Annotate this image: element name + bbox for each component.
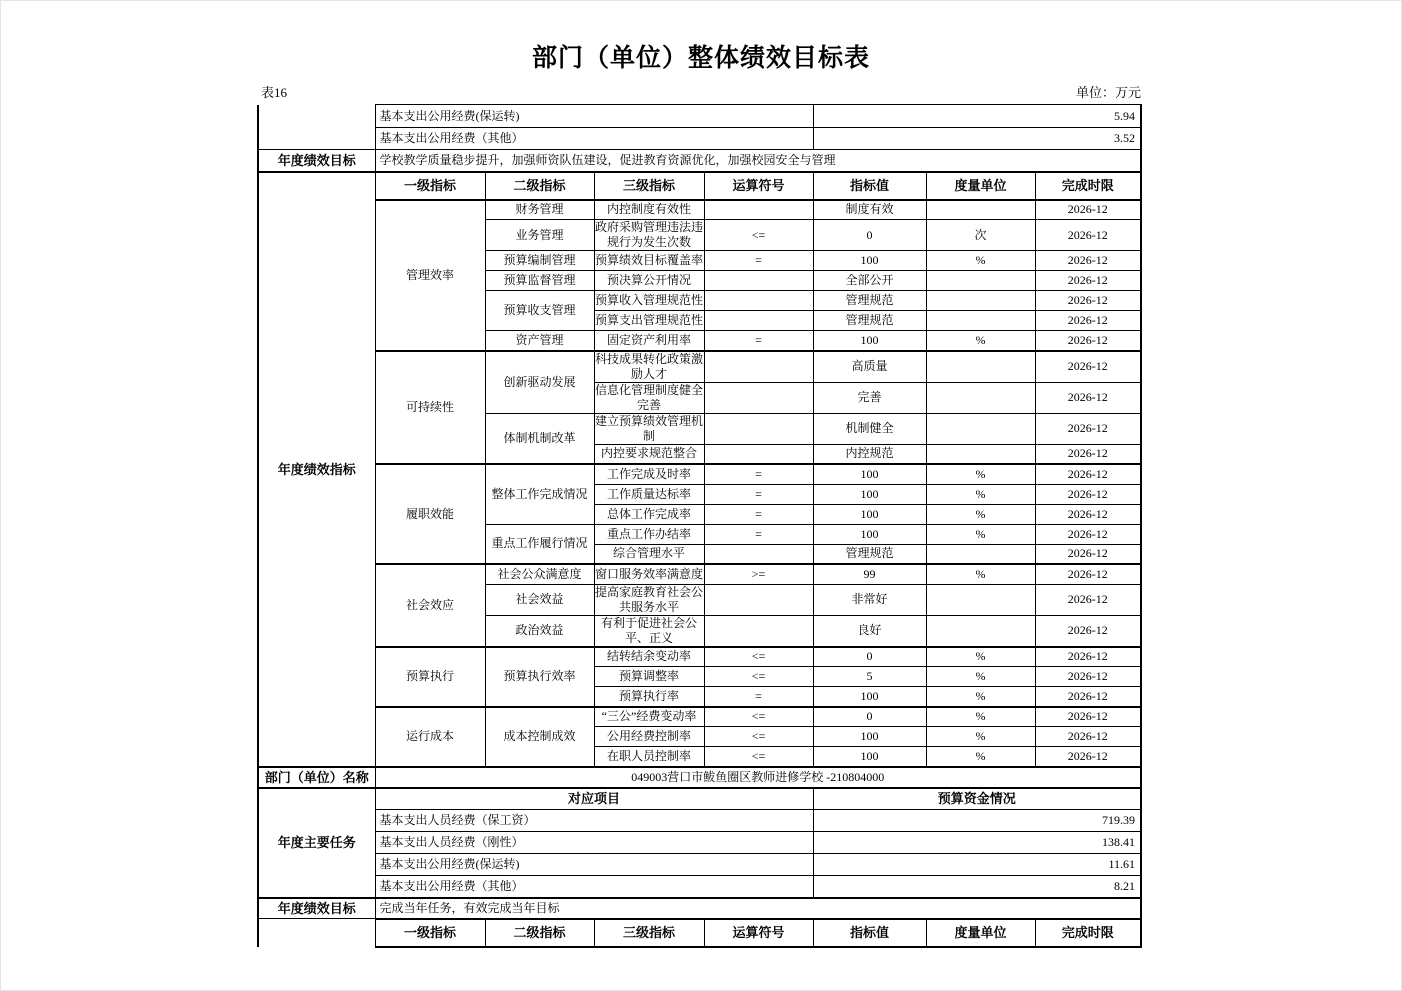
deadline-cell: 2026-12 <box>1035 220 1141 251</box>
level3-indicator-cell: 在职人员控制率 <box>594 747 704 767</box>
table-row <box>258 898 1141 919</box>
column-header: 二级指标 <box>485 172 594 200</box>
task-name-cell: 基本支出公用经费（其他） <box>375 876 813 898</box>
level1-indicator-cell: 可持续性 <box>375 351 485 465</box>
operator-cell: <= <box>704 667 813 687</box>
deadline-cell: 2026-12 <box>1035 200 1141 220</box>
unit-cell: % <box>926 504 1035 524</box>
level3-indicator-cell: “三公”经费变动率 <box>594 707 704 727</box>
table-row <box>258 767 1141 788</box>
table-row <box>258 564 1141 584</box>
deadline-cell: 2026-12 <box>1035 271 1141 291</box>
bottom-side-blank-cell <box>258 919 375 947</box>
indicator-value-cell: 100 <box>813 464 926 484</box>
level2-indicator-cell: 预算编制管理 <box>485 251 594 271</box>
indicator-value-cell: 5 <box>813 667 926 687</box>
column-header: 度量单位 <box>926 919 1035 947</box>
level1-indicator-cell: 社会效应 <box>375 564 485 647</box>
column-header: 指标值 <box>813 172 926 200</box>
operator-cell <box>704 311 813 331</box>
deadline-cell: 2026-12 <box>1035 351 1141 383</box>
column-header: 度量单位 <box>926 172 1035 200</box>
task-value-cell: 8.21 <box>813 876 1141 898</box>
unit-cell <box>926 444 1035 464</box>
annual-target-bottom-label: 年度绩效目标 <box>258 898 375 919</box>
level3-indicator-cell: 有利于促进社会公平、正义 <box>594 615 704 647</box>
level2-indicator-cell: 体制机制改革 <box>485 413 594 464</box>
department-name-value: 049003营口市鲅鱼圈区教师进修学校 -210804000 <box>375 767 1141 788</box>
column-header: 一级指标 <box>375 172 485 200</box>
deadline-cell: 2026-12 <box>1035 687 1141 707</box>
level2-indicator-cell: 成本控制成效 <box>485 707 594 767</box>
table-row <box>258 647 1141 667</box>
unit-cell <box>926 584 1035 615</box>
operator-cell <box>704 382 813 413</box>
level2-indicator-cell: 社会效益 <box>485 584 594 615</box>
level3-indicator-cell: 工作完成及时率 <box>594 464 704 484</box>
unit-cell: % <box>926 251 1035 271</box>
level3-indicator-cell: 政府采购管理违法违规行为发生次数 <box>594 220 703 249</box>
level3-indicator-cell: 内控制度有效性 <box>594 200 704 220</box>
level3-indicator-cell: 预决算公开情况 <box>594 271 704 291</box>
level2-indicator-cell: 预算执行效率 <box>485 647 594 707</box>
unit-cell: % <box>926 464 1035 484</box>
unit-cell <box>926 311 1035 331</box>
deadline-cell: 2026-12 <box>1035 615 1141 647</box>
level3-indicator-cell: 固定资产利用率 <box>594 331 704 351</box>
unit-cell: % <box>926 564 1035 584</box>
operator-cell: = <box>704 504 813 524</box>
column-header: 运算符号 <box>704 172 813 200</box>
table-row <box>258 810 1141 832</box>
indicator-value-cell: 内控规范 <box>813 444 926 464</box>
deadline-cell: 2026-12 <box>1035 544 1141 564</box>
deadline-cell: 2026-12 <box>1035 331 1141 351</box>
unit-cell <box>926 200 1035 220</box>
unit-cell: % <box>926 687 1035 707</box>
deadline-cell: 2026-12 <box>1035 311 1141 331</box>
tasks-column-header-budget: 预算资金情况 <box>813 788 1141 810</box>
operator-cell: = <box>704 687 813 707</box>
level2-indicator-cell: 财务管理 <box>485 200 594 220</box>
tasks-column-header-project: 对应项目 <box>375 788 813 810</box>
level3-indicator-cell: 提高家庭教育社会公共服务水平 <box>594 584 703 614</box>
level3-indicator-cell: 预算支出管理规范性 <box>594 311 704 331</box>
task-name-cell: 基本支出人员经费（刚性） <box>375 832 813 854</box>
annual-tasks-label: 年度主要任务 <box>258 788 375 898</box>
level3-indicator-cell: 窗口服务效率满意度 <box>594 564 704 584</box>
operator-cell <box>704 351 813 383</box>
level3-indicator-cell: 预算调整率 <box>594 667 704 687</box>
indicator-value-cell: 管理规范 <box>813 291 926 311</box>
table-row <box>258 150 1141 172</box>
deadline-cell: 2026-12 <box>1035 667 1141 687</box>
column-header: 二级指标 <box>485 919 594 947</box>
indicator-value-cell: 100 <box>813 251 926 271</box>
annual-target-text: 学校教学质量稳步提升，加强师资队伍建设，促进教育资源优化，加强校园安全与管理 <box>375 150 1141 172</box>
level3-indicator-cell: 综合管理水平 <box>594 544 704 564</box>
unit-note: 单位：万元 <box>1075 85 1141 100</box>
operator-cell: >= <box>704 564 813 584</box>
table-number: 表16 <box>261 85 288 100</box>
task-name-cell: 基本支出公用经费(保运转) <box>375 854 813 876</box>
level2-indicator-cell: 整体工作完成情况 <box>485 464 594 524</box>
task-value-cell: 719.39 <box>813 810 1141 832</box>
indicator-value-cell: 高质量 <box>813 351 926 383</box>
level2-indicator-cell: 社会公众满意度 <box>485 564 594 584</box>
table-row <box>258 464 1141 484</box>
operator-cell <box>704 271 813 291</box>
level3-indicator-cell: 结转结余变动率 <box>594 647 704 667</box>
operator-cell <box>704 413 813 444</box>
performance-target-table <box>257 104 1142 948</box>
column-header: 指标值 <box>813 919 926 947</box>
column-header: 运算符号 <box>704 919 813 947</box>
level2-indicator-cell: 预算收支管理 <box>485 291 594 331</box>
annual-target-label: 年度绩效目标 <box>258 150 375 172</box>
indicator-value-cell: 机制健全 <box>813 413 926 444</box>
table-row <box>258 876 1141 898</box>
level3-indicator-cell: 重点工作办结率 <box>594 524 704 544</box>
operator-cell: <= <box>704 747 813 767</box>
table-row <box>258 707 1141 727</box>
table-row <box>258 788 1141 810</box>
column-header: 完成时限 <box>1035 919 1141 947</box>
indicator-value-cell: 100 <box>813 524 926 544</box>
indicator-section-label: 年度绩效指标 <box>258 172 375 767</box>
indicator-value-cell: 0 <box>813 707 926 727</box>
level3-indicator-cell: 预算绩效目标覆盖率 <box>594 251 704 271</box>
operator-cell: = <box>704 484 813 504</box>
level3-indicator-cell: 科技成果转化政策激励人才 <box>594 351 703 381</box>
deadline-cell: 2026-12 <box>1035 727 1141 747</box>
level1-indicator-cell: 管理效率 <box>375 200 485 351</box>
task-name-cell: 基本支出人员经费（保工资） <box>375 810 813 832</box>
operator-cell <box>704 291 813 311</box>
table-row <box>258 200 1141 220</box>
level3-indicator-cell: 预算收入管理规范性 <box>594 291 704 311</box>
indicator-value-cell: 管理规范 <box>813 544 926 564</box>
carryover-side-blank-cell <box>258 105 375 150</box>
unit-cell <box>926 544 1035 564</box>
indicator-value-cell: 管理规范 <box>813 311 926 331</box>
level3-indicator-cell: 内控要求规范整合 <box>594 444 704 464</box>
indicator-value-cell: 100 <box>813 504 926 524</box>
expense-name-cell: 基本支出公用经费（其他） <box>375 128 813 150</box>
column-header: 一级指标 <box>375 919 485 947</box>
level2-indicator-cell: 政治效益 <box>485 615 594 647</box>
deadline-cell: 2026-12 <box>1035 524 1141 544</box>
unit-cell <box>926 291 1035 311</box>
unit-cell: % <box>926 747 1035 767</box>
column-header: 三级指标 <box>594 919 704 947</box>
indicator-value-cell: 0 <box>813 647 926 667</box>
level2-indicator-cell: 重点工作履行情况 <box>485 524 594 564</box>
deadline-cell: 2026-12 <box>1035 504 1141 524</box>
indicator-value-cell: 0 <box>813 220 926 251</box>
indicator-value-cell: 非常好 <box>813 584 926 615</box>
table-row <box>258 832 1141 854</box>
column-header: 三级指标 <box>594 172 704 200</box>
indicator-value-cell: 100 <box>813 484 926 504</box>
deadline-cell: 2026-12 <box>1035 484 1141 504</box>
level3-indicator-cell: 总体工作完成率 <box>594 504 704 524</box>
expense-value-cell: 3.52 <box>813 128 1141 150</box>
indicator-value-cell: 制度有效 <box>813 200 926 220</box>
indicator-value-cell: 100 <box>813 331 926 351</box>
operator-cell <box>704 615 813 647</box>
unit-cell: % <box>926 484 1035 504</box>
operator-cell: = <box>704 251 813 271</box>
deadline-cell: 2026-12 <box>1035 564 1141 584</box>
deadline-cell: 2026-12 <box>1035 291 1141 311</box>
deadline-cell: 2026-12 <box>1035 584 1141 615</box>
operator-cell: <= <box>704 220 813 251</box>
annual-target-bottom-text: 完成当年任务，有效完成当年目标 <box>375 898 1141 919</box>
expense-name-cell: 基本支出公用经费(保运转) <box>375 105 813 128</box>
table-row <box>258 128 1141 150</box>
operator-cell: = <box>704 464 813 484</box>
level2-indicator-cell: 业务管理 <box>485 220 594 251</box>
unit-cell: % <box>926 727 1035 747</box>
table-body <box>258 105 1141 947</box>
indicator-value-cell: 良好 <box>813 615 926 647</box>
task-value-cell: 138.41 <box>813 832 1141 854</box>
unit-cell <box>926 351 1035 383</box>
unit-cell <box>926 615 1035 647</box>
unit-cell: 次 <box>926 220 1035 251</box>
deadline-cell: 2026-12 <box>1035 647 1141 667</box>
operator-cell: = <box>704 524 813 544</box>
table-row <box>258 919 1141 947</box>
indicator-value-cell: 全部公开 <box>813 271 926 291</box>
operator-cell <box>704 584 813 615</box>
unit-cell: % <box>926 331 1035 351</box>
level1-indicator-cell: 运行成本 <box>375 707 485 767</box>
level3-indicator-cell: 建立预算绩效管理机制 <box>594 413 703 443</box>
table-row <box>258 172 1141 200</box>
column-header: 完成时限 <box>1035 172 1141 200</box>
level2-indicator-cell: 资产管理 <box>485 331 594 351</box>
unit-cell: % <box>926 667 1035 687</box>
operator-cell: <= <box>704 647 813 667</box>
operator-cell: <= <box>704 707 813 727</box>
level1-indicator-cell: 履职效能 <box>375 464 485 564</box>
unit-cell: % <box>926 707 1035 727</box>
table-row <box>258 105 1141 128</box>
operator-cell: = <box>704 331 813 351</box>
deadline-cell: 2026-12 <box>1035 707 1141 727</box>
task-value-cell: 11.61 <box>813 854 1141 876</box>
department-name-label: 部门（单位）名称 <box>258 767 375 788</box>
indicator-value-cell: 100 <box>813 687 926 707</box>
indicator-value-cell: 100 <box>813 747 926 767</box>
unit-cell: % <box>926 524 1035 544</box>
level2-indicator-cell: 创新驱动发展 <box>485 351 594 414</box>
expense-value-cell: 5.94 <box>813 105 1141 128</box>
unit-cell <box>926 382 1035 413</box>
unit-cell <box>926 413 1035 444</box>
operator-cell <box>704 444 813 464</box>
deadline-cell: 2026-12 <box>1035 382 1141 413</box>
unit-cell <box>926 271 1035 291</box>
operator-cell <box>704 200 813 220</box>
level1-indicator-cell: 预算执行 <box>375 647 485 707</box>
level2-indicator-cell: 预算监督管理 <box>485 271 594 291</box>
deadline-cell: 2026-12 <box>1035 251 1141 271</box>
indicator-value-cell: 完善 <box>813 382 926 413</box>
page-title: 部门（单位）整体绩效目标表 <box>531 44 870 72</box>
level3-indicator-cell: 公用经费控制率 <box>594 727 704 747</box>
table-row <box>258 854 1141 876</box>
deadline-cell: 2026-12 <box>1035 464 1141 484</box>
operator-cell: <= <box>704 727 813 747</box>
level3-indicator-cell: 预算执行率 <box>594 687 704 707</box>
level3-indicator-cell: 信息化管理制度健全完善 <box>594 382 703 412</box>
deadline-cell: 2026-12 <box>1035 444 1141 464</box>
indicator-value-cell: 99 <box>813 564 926 584</box>
unit-cell: % <box>926 647 1035 667</box>
deadline-cell: 2026-12 <box>1035 413 1141 444</box>
indicator-value-cell: 100 <box>813 727 926 747</box>
table-row <box>258 351 1141 383</box>
level3-indicator-cell: 工作质量达标率 <box>594 484 704 504</box>
operator-cell <box>704 544 813 564</box>
deadline-cell: 2026-12 <box>1035 747 1141 767</box>
